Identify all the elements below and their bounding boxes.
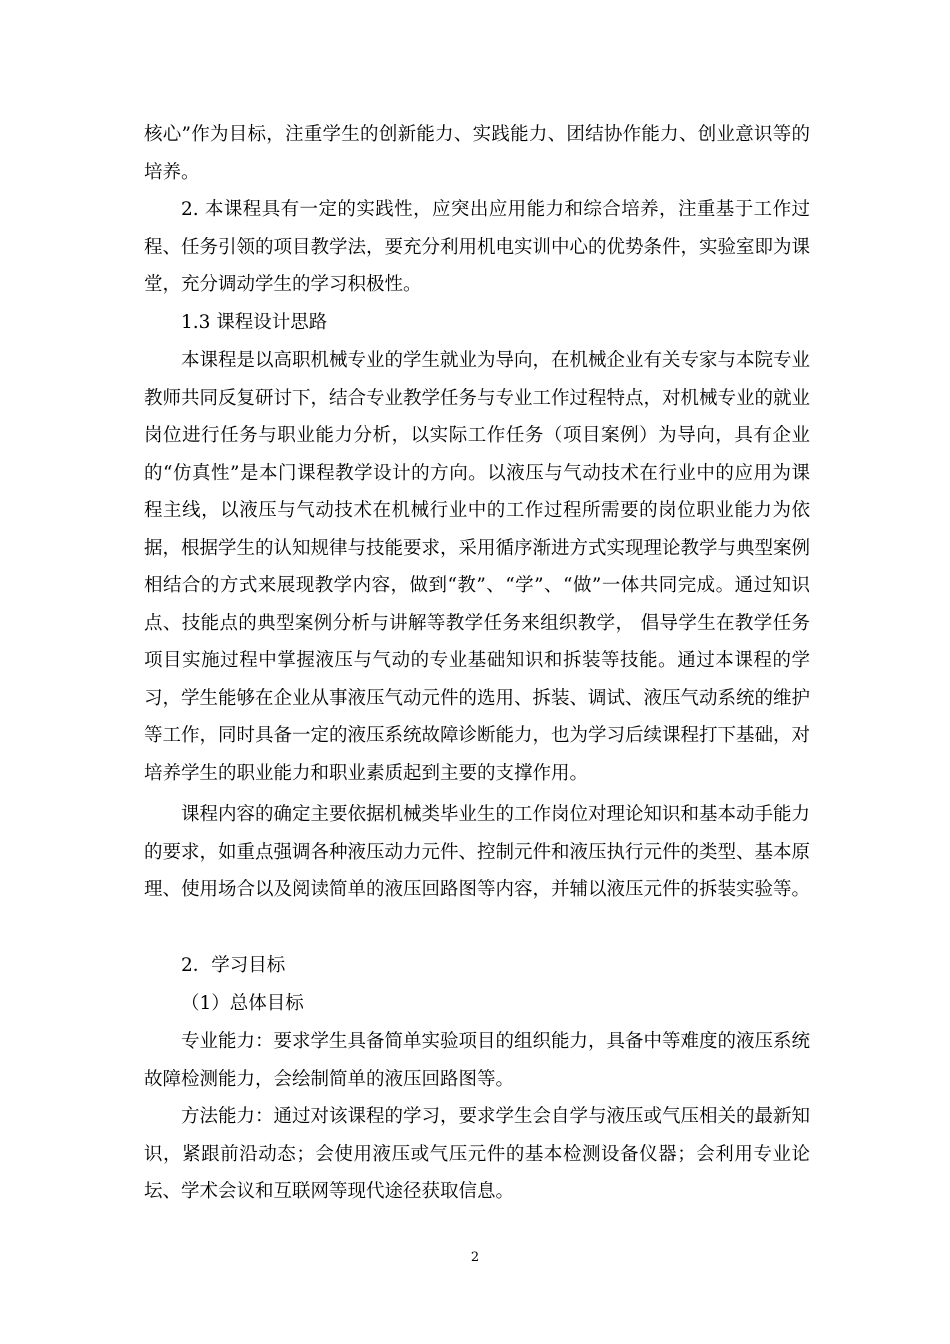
paragraph-professional-ability: 专业能力：要求学生具备简单实验项目的组织能力，具备中等难度的液压系统故障检测能力，会绘制简单的液压回路图等。 — [144, 1031, 811, 1090]
section-heading-1-3: 1.3 课程设计思路 — [181, 312, 328, 333]
paragraph-design-idea: 本课程是以高职机械专业的学生就业为导向，在机械企业有关专家与本院专业教师共同反复研讨下，结合专业教学任务与专业工作过程特点，对机械专业的就业岗位进行任务与职业能力分析，以实际工作任务（项目案例）为导向，具有企业的“仿真性”是本门课程教学设计的方向。以液压与气动技术在行业中的应用为课程主线，以液压与气动技术在机械行业中的工作过程所需要的岗位职业能力为依据，根据学生的认知规律与技能要求，采用循序渐进方式实现理论教学与典型案例相结合的方式来展现教学内容，做到“教”、“学”、“做”一体共同完成。通过知识点、技能点的典型案例分析与讲解等教学任务来组织教学， 倡导学生在教学任务项目实施过程中掌握液压与气动的专业基础知识和拆装等技能。通过本课程的学习，学生能够在企业从事液压气动元件的选用、拆装、调试、液压气动系统的维护等工作，同时具备一定的液压系统故障诊断能力，也为学习后续课程打下基础，对培养学生的职业能力和职业素质起到主要的支撑作用。 — [144, 350, 811, 784]
page-number: 2 — [470, 1250, 480, 1265]
paragraph-method-ability: 方法能力：通过对该课程的学习，要求学生会自学与液压或气压相关的最新知识，紧跟前沿动态；会使用液压或气压元件的基本检测设备仪器；会利用专业论坛、学术会议和互联网等现代途径获取信息。 — [144, 1106, 811, 1202]
paragraph-course-content: 课程内容的确定主要依据机械类毕业生的工作岗位对理论知识和基本动手能力的要求，如重点强调各种液压动力元件、控制元件和液压执行元件的类型、基本原理、使用场合以及阅读简单的液压回路图等内容，并辅以液压元件的拆装实验等。 — [144, 804, 811, 900]
paragraph-continuation: 核心”作为目标，注重学生的创新能力、实践能力、团结协作能力、创业意识等的培养。 — [144, 124, 810, 183]
subheading-overall-goal: （1）总体目标 — [181, 993, 304, 1014]
paragraph-item-2: 2. 本课程具有一定的实践性，应突出应用能力和综合培养，注重基于工作过程、任务引领的项目教学法，要充分利用机电实训中心的优势条件，实验室即为课堂，充分调动学生的学习积极性。 — [144, 199, 811, 295]
section-heading-learning-goals: 2．学习目标 — [181, 955, 286, 976]
